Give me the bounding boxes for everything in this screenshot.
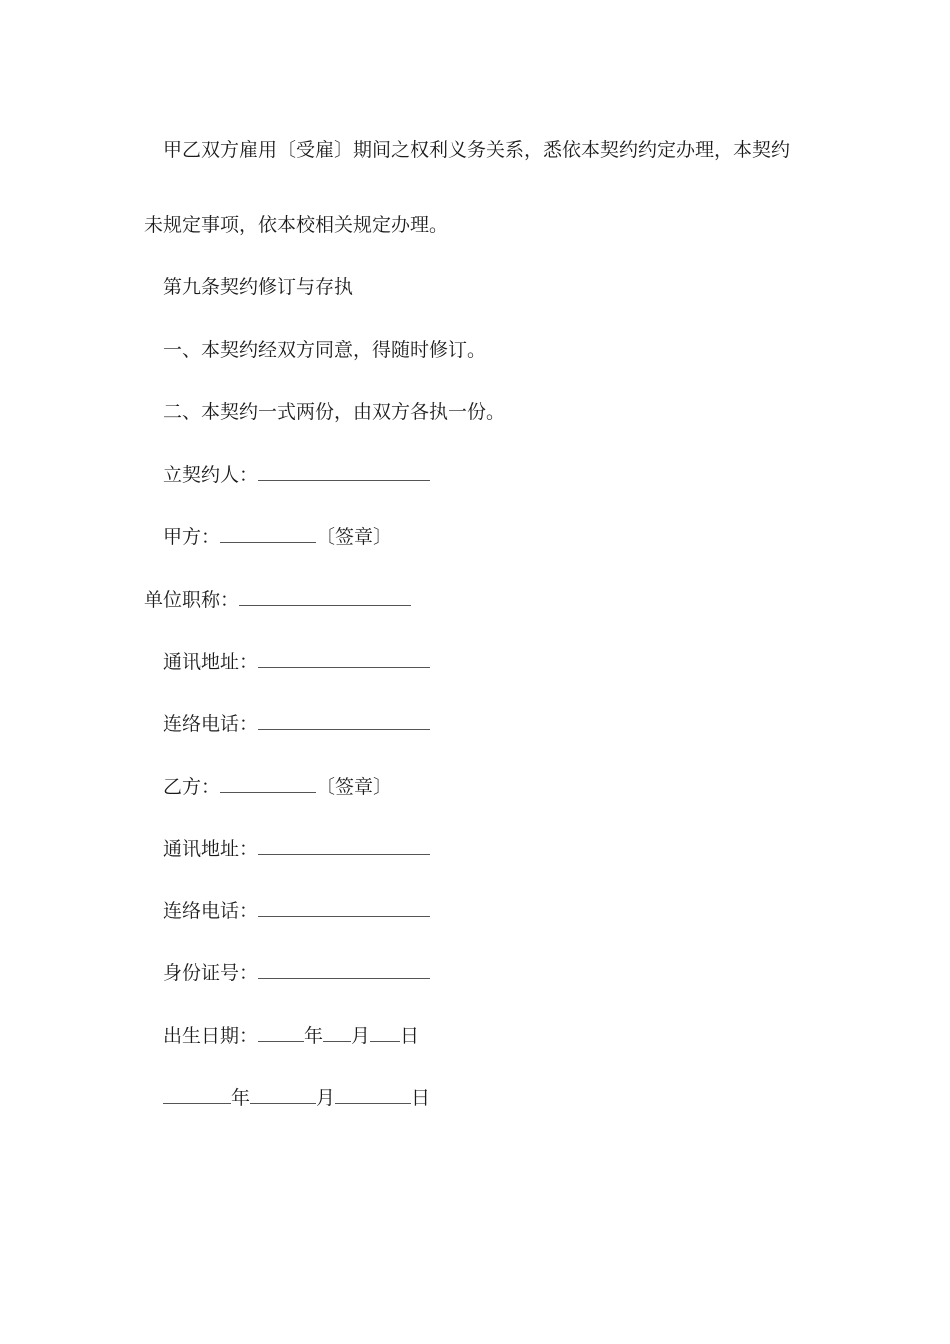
address-b-blank [258, 836, 430, 855]
party-a-seal-label: 〔签章〕 [316, 526, 393, 548]
intro-paragraph-line1: 甲乙双方雇用〔受雇〕期间之权利义务关系，悉依本契约约定办理，本契约 [163, 139, 791, 161]
signing-year-label: 年 [231, 1087, 251, 1109]
signing-day-blank [335, 1085, 411, 1104]
unit-title-label: 单位职称： [144, 589, 240, 611]
party-b-seal-label: 〔签章〕 [316, 776, 393, 798]
party-b-blank [220, 774, 316, 793]
phone-b-blank [258, 898, 430, 917]
birth-year-blank [258, 1023, 304, 1042]
unit-title-row [144, 587, 411, 611]
article9-title: 第九条契约修订与存执 [163, 276, 354, 298]
address-a-row [163, 649, 430, 673]
article9-item2: 二、本契约一式两份，由双方各执一份。 [163, 401, 506, 423]
birth-day-label: 日 [400, 1025, 420, 1047]
phone-a-row [163, 711, 430, 735]
signing-day-label: 日 [411, 1087, 431, 1109]
phone-a-blank [258, 711, 430, 730]
signing-month-blank [250, 1085, 316, 1104]
party-a-label: 甲方： [163, 526, 221, 548]
phone-a-label: 连络电话： [163, 713, 259, 735]
address-b-row [163, 836, 430, 860]
phone-b-row [163, 898, 430, 922]
party-a-row [163, 524, 392, 548]
birth-year-label: 年 [304, 1025, 324, 1047]
id-number-row [163, 960, 430, 984]
address-a-blank [258, 649, 430, 668]
address-a-label: 通讯地址： [163, 651, 259, 673]
phone-b-label: 连络电话： [163, 900, 259, 922]
birth-date-label: 出生日期： [163, 1025, 259, 1047]
birth-date-row [163, 1023, 419, 1047]
intro-paragraph-line2: 未规定事项，依本校相关规定办理。 [144, 214, 449, 236]
contractor-row [163, 462, 430, 486]
signing-date-row [163, 1085, 430, 1109]
party-a-blank [220, 524, 316, 543]
birth-month-blank [323, 1023, 351, 1042]
birth-day-blank [370, 1023, 400, 1042]
article9-item1: 一、本契约经双方同意，得随时修订。 [163, 339, 487, 361]
unit-title-blank [239, 587, 411, 606]
party-b-row [163, 774, 392, 798]
address-b-label: 通讯地址： [163, 838, 259, 860]
contractor-label: 立契约人： [163, 464, 259, 486]
signing-month-label: 月 [316, 1087, 336, 1109]
id-number-label: 身份证号： [163, 962, 259, 984]
party-b-label: 乙方： [163, 776, 221, 798]
birth-month-label: 月 [351, 1025, 371, 1047]
id-number-blank [258, 960, 430, 979]
contractor-blank [258, 462, 430, 481]
signing-year-blank [163, 1085, 231, 1104]
